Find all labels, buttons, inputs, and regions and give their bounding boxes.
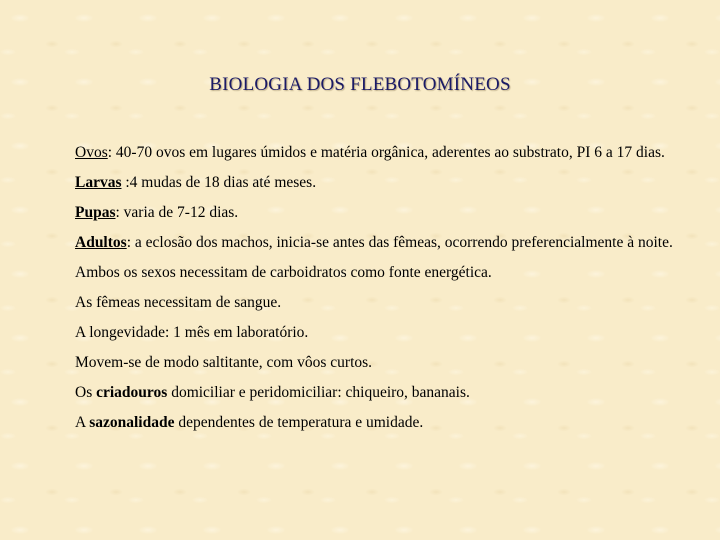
term-larvas: Larvas: [75, 174, 122, 191]
paragraph-criadouros: [75, 382, 690, 404]
paragraph-larvas: [75, 172, 690, 194]
slide-title: BIOLOGIA DOS FLEBOTOMÍNEOS: [209, 74, 511, 95]
pre-criadouros: Os: [75, 384, 97, 401]
text-criadouros: domiciliar e peridomiciliar: chiqueiro, bananais.: [167, 384, 470, 401]
content-body: [75, 142, 690, 442]
paragraph-ovos: [75, 142, 690, 164]
term-pupas: Pupas: [75, 204, 116, 221]
paragraph-pupas: [75, 202, 690, 224]
term-sazonalidade: sazonalidade: [89, 414, 175, 431]
paragraph-ambos: Ambos os sexos necessitam de carboidratos como fonte energética.: [75, 264, 492, 281]
text-adultos: : a eclosão dos machos, inicia-se antes das fêmeas, ocorrendo preferencialmente à noite.: [126, 234, 673, 251]
term-ovos: Ovos: [75, 144, 108, 161]
paragraph-adultos: [75, 232, 690, 254]
pre-sazonalidade: A: [75, 414, 90, 431]
text-sazonalidade: dependentes de temperatura e umidade.: [174, 414, 424, 431]
paragraph-longevidade: A longevidade: 1 mês em laboratório.: [75, 324, 309, 341]
term-criadouros: criadouros: [96, 384, 168, 401]
text-pupas: : varia de 7-12 dias.: [115, 204, 239, 221]
paragraph-movem: Movem-se de modo saltitante, com vôos curtos.: [75, 354, 373, 371]
text-larvas: :4 mudas de 18 dias até meses.: [121, 174, 317, 191]
paragraph-sazonalidade: [75, 412, 690, 434]
text-ovos: : 40-70 ovos em lugares úmidos e matéria orgânica, aderentes ao substrato, PI 6 a 17 dias.: [107, 144, 665, 161]
paragraph-femeas: As fêmeas necessitam de sangue.: [75, 294, 282, 311]
term-adultos: Adultos: [75, 234, 127, 251]
